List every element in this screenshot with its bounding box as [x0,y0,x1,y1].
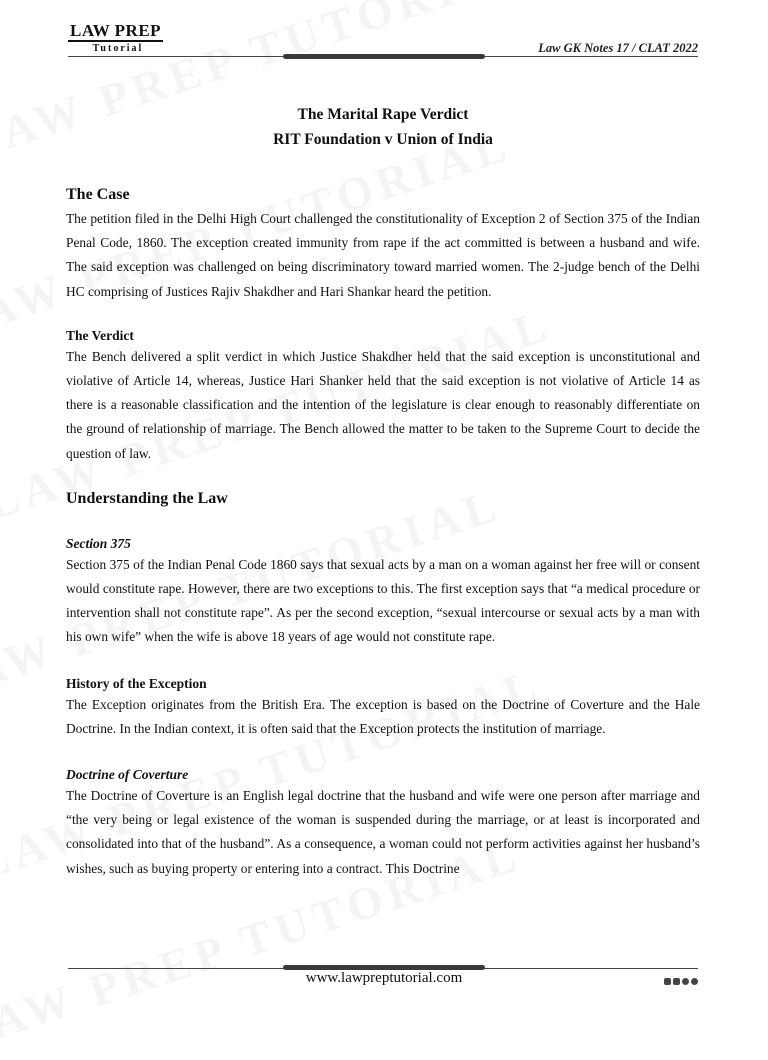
paragraph-section-375: Section 375 of the Indian Penal Code 1860 says that sexual acts by a man on a woman against her free will or consent would constitute rape. However, there are two exceptions to this. The first exception says that “a medical procedure or intervention shall not constitute rape”. As per the second exception, “sexual intercourse or sexual acts by a man with his own wife” when the wife is above 18 years of age would not constitute rape. [66,556,700,645]
instagram-icon[interactable] [682,978,689,985]
logo-top-text: LAW PREP [70,21,162,40]
section-heading-coverture: Doctrine of Coverture [66,767,189,783]
paragraph-history: The Exception originates from the British Era. The exception is based on the Doctrine of Coverture and the Hale Doctrine. In the Indian context, it is often said that the Exception protects the institution of marriage. [66,696,700,736]
youtube-icon[interactable] [673,978,680,985]
section-heading-understanding-law: Understanding the Law [66,489,228,507]
notes-label: Law GK Notes 17 / CLAT 2022 [538,41,698,55]
document-subtitle: RIT Foundation v Union of India [273,131,493,148]
section-heading-section-375: Section 375 [66,535,131,551]
logo-bottom-text: Tutorial [92,43,144,54]
section-heading-history: History of the Exception [66,675,207,691]
section-heading-the-case: The Case [66,186,130,203]
telegram-icon[interactable] [691,978,698,985]
section-heading-the-verdict: The Verdict [66,327,134,343]
paragraph-coverture: The Doctrine of Coverture is an English legal doctrine that the husband and wife were one person after marriage and “the very being or legal existence of the woman is suspended during the marriage, or at least is incorporated and consolidated into that of the husband”. As a consequence, a woman could not perform activities against her husband’s wishes, such as buying property or entering into a contract. This Doctrine [66,788,700,876]
header-bar [283,54,485,59]
page-content [66,102,700,881]
facebook-icon[interactable] [664,978,671,985]
paragraph-the-case: The petition filed in the Delhi High Court challenged the constitutionality of Exception 2 of Section 375 of the Indian Penal Code, 1860. The exception created immunity from rape if the act committed is between a husband and wife. The said exception was challenged on being discriminatory toward married women. The 2-judge bench of the Delhi HC comprising of Justices Rajiv Shakdher and Hari Shankar heard the petition. [66,211,700,299]
law-prep-logo [68,22,168,58]
social-icons [664,978,698,985]
paragraph-the-verdict: The Bench delivered a split verdict in which Justice Shakdher held that the said exception is unconstitutional and violative of Article 14, whereas, Justice Hari Shanker held that the said exception is not violative of Article 14 as there is a reasonable classification and the intention of the legislature is clear enough to reasonably differentiate on the ground of relationship of marriage. The Bench allowed the matter to be taken to the Supreme Court to decide the question of law. [66,348,700,461]
document-title: The Marital Rape Verdict [297,106,469,123]
website-link[interactable]: www.lawpreptutorial.com [305,970,463,986]
